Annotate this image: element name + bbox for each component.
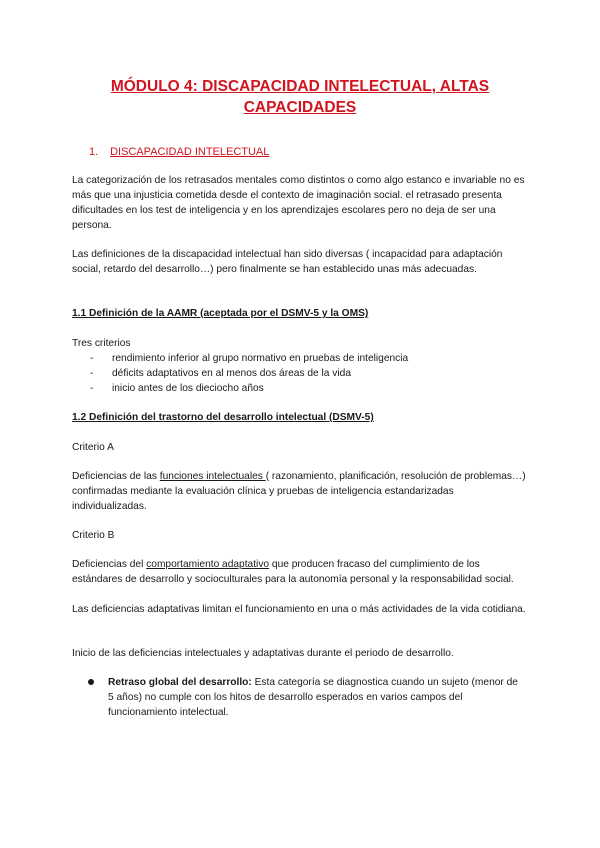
criterion-b-underlined: comportamiento adaptativo — [146, 559, 270, 570]
list-item — [72, 366, 408, 381]
paragraph-definitions: Las definiciones de la discapacidad intelectual han sido diversas ( incapacidad para adaptación social, retardo del desarrollo…) pero finalmente se han establecido unas más adecuadas. — [72, 249, 503, 275]
criterion-a-label: Criterio A — [72, 442, 114, 453]
list-item — [72, 351, 408, 366]
subheading-dsm5: 1.2 Definición del trastorno del desarrollo intelectual (DSMV-5) — [72, 412, 374, 423]
criterion-b-text — [72, 557, 530, 587]
section-title: DISCAPACIDAD INTELECTUAL — [110, 146, 270, 158]
criterion-b-label: Criterio B — [72, 530, 115, 541]
criterion-text: rendimiento inferior al grupo normativo en pruebas de inteligencia — [112, 353, 409, 364]
criteria-list — [72, 351, 408, 396]
dash-marker: - — [90, 368, 94, 379]
criterion-a-underlined: funciones intelectuales — [159, 471, 266, 482]
bullet-dot-icon — [88, 679, 94, 685]
criterion-a-text — [72, 469, 530, 514]
criterion-a-post: ( razonamiento, planificación, resolución de problemas…) confirmadas mediante la evaluación clínica y pruebas de inteligencia estandarizadas individualizadas. — [72, 471, 526, 512]
criteria-intro: Tres criterios — [72, 338, 131, 349]
paragraph-categorization: La categorización de los retrasados mentales como distintos o como algo estanco e invariable no es más que una injusticia cometida desde el contexto de imaginación social. el retrasado presenta dificultades en los test de inteligencia y en los aprendizajes escolares pero no deja de ser una persona. — [72, 175, 525, 231]
bullet-bold-lead: Retraso global del desarrollo: — [108, 677, 252, 688]
criterion-b-pre: Deficiencias del — [72, 559, 147, 570]
criterion-text: inicio antes de los dieciocho años — [112, 383, 264, 394]
criterion-text: déficits adaptativos en al menos dos áreas de la vida — [112, 368, 351, 379]
criterion-b-line2: Las deficiencias adaptativas limitan el funcionamiento en una o más actividades de la vida cotidiana. — [72, 604, 526, 615]
bullet-body — [108, 675, 523, 720]
section-heading-1 — [89, 145, 269, 159]
criterion-a-pre: Deficiencias de las — [72, 471, 160, 482]
dash-marker: - — [90, 383, 94, 394]
bullet-text: Esta categoría se diagnostica cuando un sujeto (menor de 5 años) no cumple con los hitos de desarrollo esperados en varios campos del funcionamiento intelectual. — [108, 677, 518, 718]
list-item — [72, 381, 408, 396]
page-title: MÓDULO 4: DISCAPACIDAD INTELECTUAL, ALTAS CAPACIDADES — [110, 78, 490, 116]
subheading-aamr: 1.1 Definición de la AAMR (aceptada por el DSMV-5 y la OMS) — [72, 308, 369, 319]
criterion-b-post: que producen fracaso del cumplimiento de los estándares de desarrollo y socioculturales para la autonomía personal y la responsabilidad social. — [72, 559, 514, 585]
dash-marker: - — [90, 353, 94, 364]
criterion-c-text: Inicio de las deficiencias intelectuales y adaptativas durante el periodo de desarrollo. — [72, 648, 454, 659]
section-number: 1. — [89, 146, 99, 158]
